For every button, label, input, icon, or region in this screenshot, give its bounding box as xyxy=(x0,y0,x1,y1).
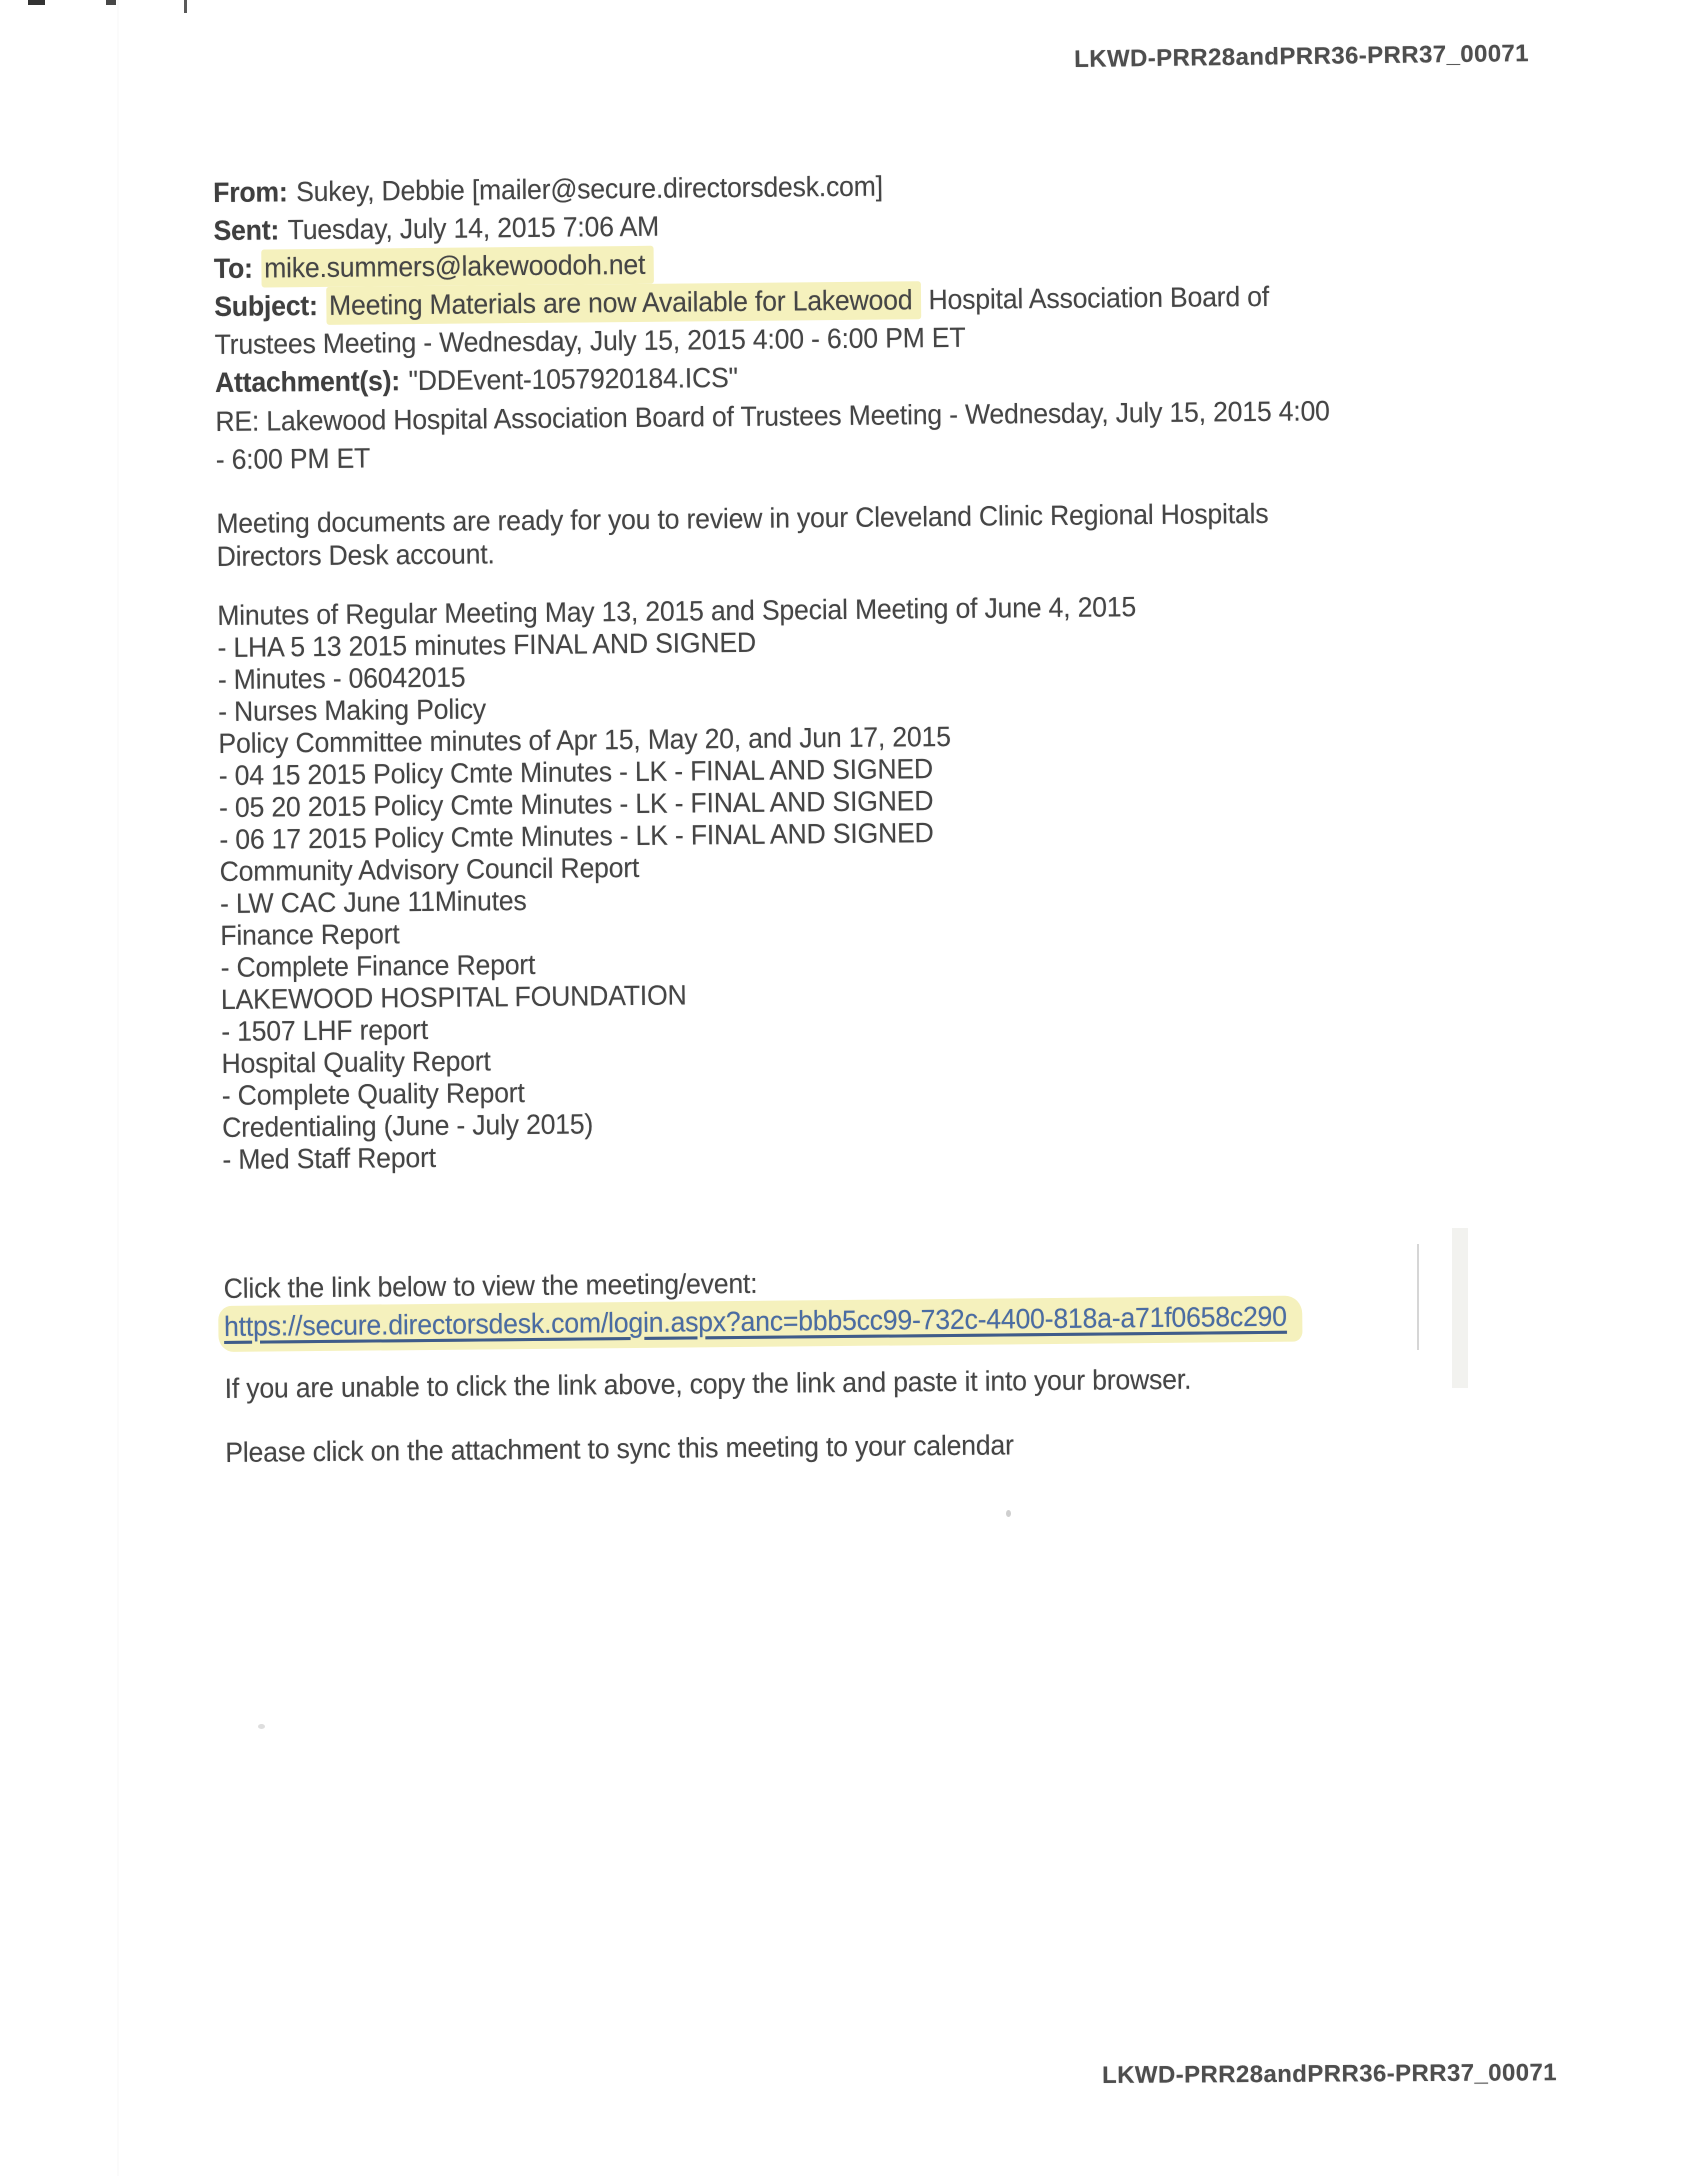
bates-number-header: LKWD-PRR28andPRR36-PRR37_00071 xyxy=(1074,40,1530,73)
agenda-line: - Complete Finance Report xyxy=(220,948,536,983)
scan-artifact-streak xyxy=(117,0,119,2176)
scan-artifact-mark xyxy=(106,0,116,5)
subject-line-2: Trustees Meeting - Wednesday, July 15, 2015 4:00 - 6:00 PM ET xyxy=(214,321,966,360)
agenda-line: Finance Report xyxy=(220,918,400,951)
link-fallback-text: If you are unable to click the link above, copy the link and paste it into your browser. xyxy=(224,1363,1192,1404)
link-intro-text: Click the link below to view the meeting/event: xyxy=(223,1267,758,1304)
agenda-line: - Nurses Making Policy xyxy=(218,693,487,727)
from-label: From: xyxy=(213,176,288,208)
subject-highlighted-text: Meeting Materials are now Available for Lakewood xyxy=(326,281,921,325)
attachments-label: Attachment(s): xyxy=(214,365,401,398)
to-label: To: xyxy=(213,252,253,284)
intro-paragraph xyxy=(216,497,1269,573)
meeting-login-link[interactable]: https://secure.directorsdesk.com/login.aspx?anc=bbb5cc99-732c-4400-818a-a71f0658c290 xyxy=(223,1300,1287,1342)
scan-artifact-mark xyxy=(28,0,45,5)
agenda-line: Minutes of Regular Meeting May 13, 2015 and Special Meeting of June 4, 2015 xyxy=(217,591,1137,631)
agenda-line: - LHA 5 13 2015 minutes FINAL AND SIGNED xyxy=(217,626,757,663)
link-highlight xyxy=(218,1296,1302,1352)
agenda-line: Policy Committee minutes of Apr 15, May 20, and Jun 17, 2015 xyxy=(218,720,951,759)
subject-rest: Hospital Association Board of xyxy=(928,280,1270,316)
agenda-line: Hospital Quality Report xyxy=(221,1045,491,1079)
agenda-line: - Med Staff Report xyxy=(222,1141,437,1175)
intro-line: Meeting documents are ready for you to review in your Cleveland Clinic Regional Hospitals xyxy=(216,497,1269,539)
agenda-line: LAKEWOOD HOSPITAL FOUNDATION xyxy=(220,979,687,1015)
agenda-line: - 06 17 2015 Policy Cmte Minutes - LK - FINAL AND SIGNED xyxy=(219,817,934,855)
agenda-line: - Minutes - 06042015 xyxy=(217,661,466,695)
sent-label: Sent: xyxy=(213,214,280,246)
subject-label: Subject: xyxy=(214,290,318,322)
agenda-line: - Complete Quality Report xyxy=(221,1077,525,1111)
scan-artifact-mark xyxy=(184,0,187,13)
meeting-materials-list xyxy=(217,591,1141,1176)
agenda-line: Credentialing (June - July 2015) xyxy=(222,1108,594,1143)
link-row xyxy=(224,1296,1302,1352)
email-header-block xyxy=(213,164,1270,402)
sent-value: Tuesday, July 14, 2015 7:06 AM xyxy=(287,210,660,246)
re-line: - 6:00 PM ET xyxy=(215,442,371,475)
re-subject-block xyxy=(215,392,1330,479)
email-content xyxy=(213,162,1518,1504)
agenda-line: - 04 15 2015 Policy Cmte Minutes - LK - FINAL AND SIGNED xyxy=(218,753,934,791)
intro-line: Directors Desk account. xyxy=(216,538,495,572)
meeting-link-section xyxy=(224,1262,1303,1352)
agenda-line: - 05 20 2015 Policy Cmte Minutes - LK - FINAL AND SIGNED xyxy=(218,785,934,823)
attachments-value: "DDEvent-1057920184.ICS" xyxy=(408,361,738,397)
agenda-line: Community Advisory Council Report xyxy=(219,851,640,887)
agenda-line: - LW CAC June 11Minutes xyxy=(219,885,527,919)
re-line: RE: Lakewood Hospital Association Board of Trustees Meeting - Wednesday, July 15, 2015 4:00 xyxy=(215,395,1330,437)
to-value-highlighted: mike.summers@lakewoodoh.net xyxy=(261,246,654,288)
scan-artifact-speck xyxy=(1006,1510,1011,1517)
bates-number-footer: LKWD-PRR28andPRR36-PRR37_00071 xyxy=(1102,2059,1557,2089)
calendar-sync-text: Please click on the attachment to sync this meeting to your calendar xyxy=(225,1429,1014,1468)
agenda-line: - 1507 LHF report xyxy=(221,1013,429,1047)
from-value: Sukey, Debbie [mailer@secure.directorsdesk.com] xyxy=(295,170,884,208)
scan-artifact-speck xyxy=(258,1724,265,1729)
